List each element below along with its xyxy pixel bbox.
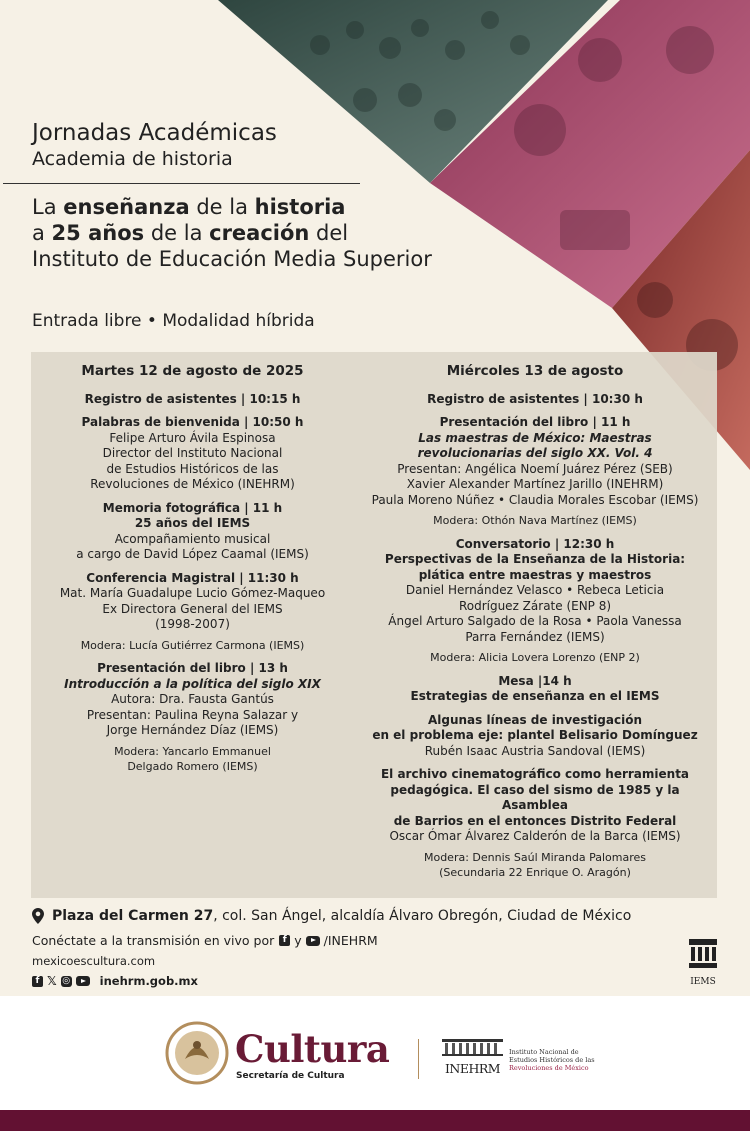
moderator: Modera: Dennis Saúl Miranda Palomares	[423, 850, 647, 864]
venue-name: Plaza del Carmen 27	[52, 908, 214, 924]
instagram-icon[interactable]: ◎	[62, 975, 71, 986]
social-links	[32, 974, 722, 988]
youtube-icon[interactable]	[306, 936, 320, 946]
program-item: Algunas líneas de investigación en el problema eje: plantel Belisario Domínguez Rubén Isaac Austria Sandoval (IEMS)	[372, 712, 698, 758]
youtube-icon[interactable]	[76, 976, 90, 986]
inehrm-site-link[interactable]: inehrm.gob.mx	[99, 974, 198, 988]
stream-handle[interactable]: /INEHRM	[323, 933, 378, 948]
venue-address	[32, 908, 722, 924]
facebook-icon[interactable]: f	[32, 976, 43, 987]
program-item: Presentación del libro | 11 h Las maestras de México: Maestras revolucionarias del siglo XX. Vol. 4 Presentan: Angélica Noemí Juárez Pérez (SEB) Xavier Alexander Martínez Jarillo (INEHRM) Paula Moreno Núñez • Claudia Morales Escobar (IEMS) Modera: Othón Nava Martínez (IEMS)	[371, 415, 699, 527]
inehrm-logo: INEHRM	[440, 1038, 505, 1076]
livestream-info: Conéctate a la transmisión en vivo por f y /INEHRM	[32, 933, 378, 948]
facebook-icon[interactable]: f	[279, 935, 290, 946]
header-divider	[3, 183, 360, 184]
program-item: Conferencia Magistral | 11:30 h Mat. María Guadalupe Lucio Gómez-Maqueo Ex Directora General del IEMS (1998-2007) Modera: Lucía Gutiérrez Carmona (IEMS)	[51, 571, 334, 654]
program-panel	[31, 352, 717, 898]
day-heading: Miércoles 13 de agosto	[446, 363, 624, 379]
program-day-2	[370, 364, 700, 889]
program-item: Presentación del libro | 13 h Introducción a la política del siglo XIX Autora: Dra. Fausta Gantús Presentan: Paulina Reyna Salazar y Jorge Hernández Díaz (IEMS) Modera: Yancarlo Emmanuel Delgado Romero (IEMS)	[51, 661, 334, 775]
mexico-coat-of-arms-icon	[165, 1021, 229, 1085]
cultura-logo: Cultura	[235, 1027, 390, 1071]
iems-emblem-icon	[686, 937, 720, 971]
program-item: Conversatorio | 12:30 h Perspectivas de la Enseñanza de la Historia: plática entre maestras y maestros Daniel Hernández Velasco • Rebeca Leticia Rodríguez Zárate (ENP 8) Ángel Arturo Salgado de la Rosa • Paola Vanessa Parra Fernández (IEMS) Modera: Alicia Lovera Lorenzo (ENP 2)	[370, 537, 700, 666]
x-icon[interactable]: 𝕏	[47, 974, 57, 988]
event-subtitle: Academia de historia	[32, 148, 233, 170]
event-title: Jornadas Académicas	[32, 120, 277, 146]
moderator: Modera: Alicia Lovera Lorenzo (ENP 2)	[430, 651, 640, 664]
event-headline	[32, 194, 432, 272]
inehrm-building-icon	[440, 1038, 505, 1056]
secretaria-label: Secretaría de Cultura	[236, 1071, 345, 1081]
entry-modality: Entrada libre • Modalidad híbrida	[32, 311, 315, 331]
website-link[interactable]: mexicoescultura.com	[32, 954, 156, 968]
program-item: Palabras de bienvenida | 10:50 h Felipe Arturo Ávila Espinosa Director del Instituto Nacional de Estudios Históricos de las Revoluciones de México (INEHRM)	[81, 415, 304, 491]
moderator: Modera: Yancarlo Emmanuel	[114, 744, 271, 758]
map-pin-icon	[32, 908, 44, 924]
program-item: Registro de asistentes | 10:15 h	[84, 391, 301, 406]
program-day-1	[51, 364, 334, 783]
headline-line-3: Instituto de Educación Media Superior	[32, 247, 432, 271]
event-footer	[32, 908, 722, 988]
program-item: Mesa |14 h Estrategias de enseñanza en el IEMS	[410, 673, 660, 703]
program-item: Registro de asistentes | 10:30 h	[427, 391, 643, 406]
logo-divider	[418, 1039, 419, 1079]
venue-details: , col. San Ángel, alcaldía Álvaro Obregón, Ciudad de México	[213, 908, 632, 924]
program-item: El archivo cinematográfico como herramienta pedagógica. El caso del sismo de 1985 y la Asamblea de Barrios en el entonces Distrito Federal Oscar Ómar Álvarez Calderón de la Barca (IEMS) Modera: Dennis Saúl Miranda Palomares (Secundaria 22 Enrique O. Aragón)	[370, 767, 700, 881]
moderator: Modera: Lucía Gutiérrez Carmona (IEMS)	[80, 638, 305, 652]
event-header	[32, 120, 277, 171]
headline-line-2: a 25 años de la creación del	[32, 221, 349, 245]
iems-logo: IEMS	[684, 937, 722, 987]
headline-line-1: La enseñanza de la historia	[32, 195, 346, 219]
program-item: Memoria fotográfica | 11 h 25 años del IEMS Acompañamiento musical a cargo de David López Caamal (IEMS)	[76, 500, 309, 561]
bottom-brand-bar	[0, 1110, 750, 1131]
inehrm-description: Instituto Nacional de Estudios Históricos de las Revoluciones de México	[509, 1048, 595, 1072]
day-heading: Martes 12 de agosto de 2025	[81, 363, 304, 379]
moderator: Modera: Othón Nava Martínez (IEMS)	[433, 514, 637, 527]
